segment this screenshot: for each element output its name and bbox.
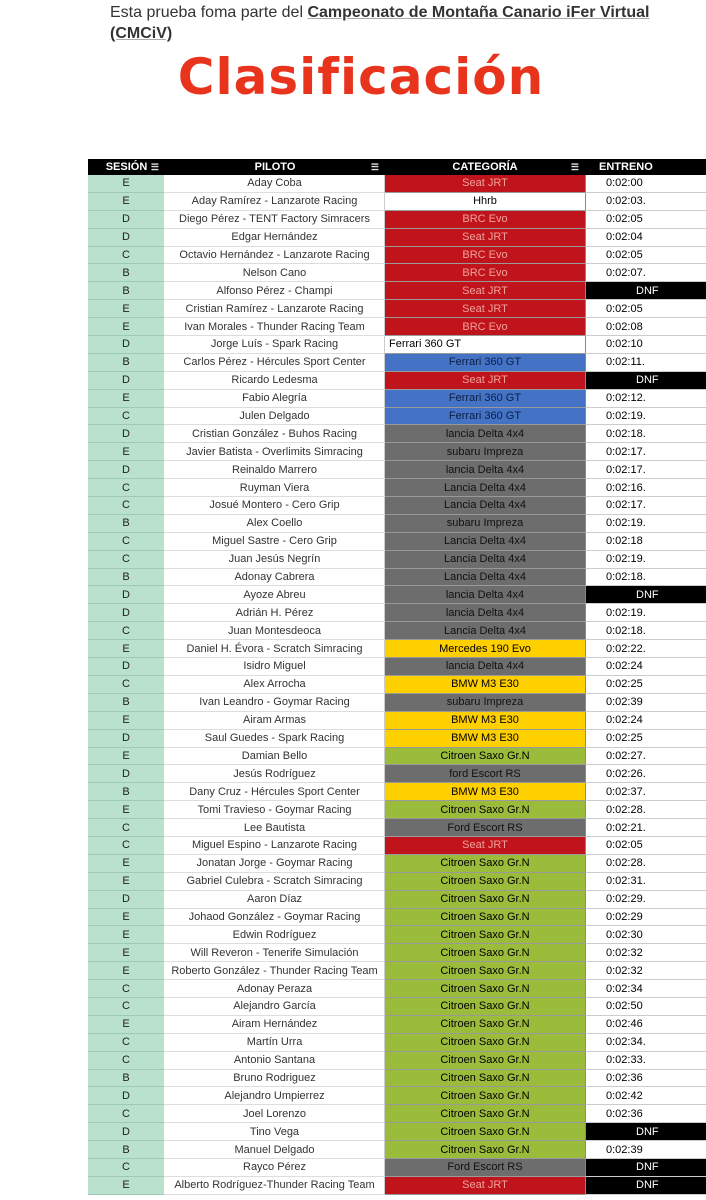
pilot-cell: Antonio Santana bbox=[165, 1052, 385, 1070]
pilot-cell: Carlos Pérez - Hércules Sport Center bbox=[165, 354, 385, 372]
pilot-cell: Jesús Rodríguez bbox=[165, 765, 385, 783]
category-cell: Citroen Saxo Gr.N bbox=[385, 855, 585, 873]
table-row bbox=[88, 909, 706, 927]
session-cell: C bbox=[88, 819, 165, 837]
pilot-cell: Alex Arrocha bbox=[165, 676, 385, 694]
pilot-cell: Edgar Hernández bbox=[165, 229, 385, 247]
session-cell: B bbox=[88, 1141, 165, 1159]
category-cell: BMW M3 E30 bbox=[385, 783, 585, 801]
table-row bbox=[88, 533, 706, 551]
session-cell: C bbox=[88, 998, 165, 1016]
category-cell: Lancia Delta 4x4 bbox=[385, 551, 585, 569]
header-training[interactable]: ENTRENO bbox=[599, 161, 653, 173]
category-cell: lancia Delta 4x4 bbox=[385, 586, 585, 604]
pilot-cell: Alex Coello bbox=[165, 515, 385, 533]
training-time-cell: 0:02:25 bbox=[585, 730, 706, 748]
training-time-cell: 0:02:12. bbox=[585, 390, 706, 408]
pilot-cell: Adonay Cabrera bbox=[165, 569, 385, 587]
pilot-cell: Joel Lorenzo bbox=[165, 1105, 385, 1123]
training-time-cell: DNF bbox=[585, 1177, 706, 1195]
training-time-cell: 0:02:34. bbox=[585, 1034, 706, 1052]
pilot-cell: Ivan Morales - Thunder Racing Team bbox=[165, 318, 385, 336]
session-cell: E bbox=[88, 390, 165, 408]
session-cell: C bbox=[88, 1105, 165, 1123]
training-time-cell: 0:02:00 bbox=[585, 175, 706, 193]
pilot-cell: Aday Ramírez - Lanzarote Racing bbox=[165, 193, 385, 211]
table-row bbox=[88, 1123, 706, 1141]
pilot-cell: Juan Montesdeoca bbox=[165, 622, 385, 640]
table-row bbox=[88, 604, 706, 622]
session-cell: D bbox=[88, 336, 165, 354]
session-cell: E bbox=[88, 443, 165, 461]
session-cell: E bbox=[88, 175, 165, 193]
session-cell: E bbox=[88, 712, 165, 730]
category-cell: Ferrari 360 GT bbox=[385, 336, 585, 354]
session-cell: D bbox=[88, 730, 165, 748]
category-cell: Ferrari 360 GT bbox=[385, 408, 585, 426]
table-row bbox=[88, 676, 706, 694]
table-row bbox=[88, 1016, 706, 1034]
category-cell: Lancia Delta 4x4 bbox=[385, 479, 585, 497]
pilot-cell: Saul Guedes - Spark Racing bbox=[165, 730, 385, 748]
table-row bbox=[88, 1141, 706, 1159]
training-time-cell: 0:02:05 bbox=[585, 247, 706, 265]
session-cell: C bbox=[88, 408, 165, 426]
category-cell: BRC Evo bbox=[385, 264, 585, 282]
category-cell: BMW M3 E30 bbox=[385, 730, 585, 748]
pilot-cell: Alberto Rodríguez-Thunder Racing Team bbox=[165, 1177, 385, 1195]
session-cell: B bbox=[88, 264, 165, 282]
table-row bbox=[88, 748, 706, 766]
table-row bbox=[88, 712, 706, 730]
training-time-cell: 0:02:31. bbox=[585, 873, 706, 891]
session-cell: D bbox=[88, 1087, 165, 1105]
category-cell: lancia Delta 4x4 bbox=[385, 604, 585, 622]
pilot-cell: Ricardo Ledesma bbox=[165, 372, 385, 390]
pilot-cell: Ayoze Abreu bbox=[165, 586, 385, 604]
pilot-cell: Will Reveron - Tenerife Simulación bbox=[165, 944, 385, 962]
table-body bbox=[88, 175, 706, 1195]
training-time-cell: 0:02:11. bbox=[585, 354, 706, 372]
training-time-cell: 0:02:32 bbox=[585, 962, 706, 980]
table-row bbox=[88, 873, 706, 891]
category-cell: Ford Escort RS bbox=[385, 819, 585, 837]
table-row bbox=[88, 1159, 706, 1177]
table-row bbox=[88, 622, 706, 640]
pilot-cell: Nelson Cano bbox=[165, 264, 385, 282]
table-row bbox=[88, 962, 706, 980]
table-row bbox=[88, 318, 706, 336]
pilot-cell: Cristian González - Buhos Racing bbox=[165, 425, 385, 443]
pilot-cell: Airam Armas bbox=[165, 712, 385, 730]
category-cell: Citroen Saxo Gr.N bbox=[385, 1105, 585, 1123]
category-cell: BRC Evo bbox=[385, 211, 585, 229]
session-cell: E bbox=[88, 300, 165, 318]
session-cell: B bbox=[88, 694, 165, 712]
category-cell: Seat JRT bbox=[385, 282, 585, 300]
training-time-cell: 0:02:39 bbox=[585, 1141, 706, 1159]
pilot-cell: Damian Bello bbox=[165, 748, 385, 766]
table-row bbox=[88, 1070, 706, 1088]
category-cell: subaru Impreza bbox=[385, 515, 585, 533]
pilot-cell: Tino Vega bbox=[165, 1123, 385, 1141]
category-cell: Lancia Delta 4x4 bbox=[385, 533, 585, 551]
pilot-cell: Ivan Leandro - Goymar Racing bbox=[165, 694, 385, 712]
category-cell: Citroen Saxo Gr.N bbox=[385, 748, 585, 766]
training-time-cell: 0:02:34 bbox=[585, 980, 706, 998]
category-cell: Seat JRT bbox=[385, 372, 585, 390]
category-cell: Citroen Saxo Gr.N bbox=[385, 1052, 585, 1070]
category-cell: Lancia Delta 4x4 bbox=[385, 497, 585, 515]
training-time-cell: 0:02:36 bbox=[585, 1105, 706, 1123]
training-time-cell: 0:02:08 bbox=[585, 318, 706, 336]
training-time-cell: 0:02:18. bbox=[585, 622, 706, 640]
session-cell: E bbox=[88, 748, 165, 766]
session-cell: E bbox=[88, 318, 165, 336]
session-cell: D bbox=[88, 658, 165, 676]
pilot-cell: Octavio Hernández - Lanzarote Racing bbox=[165, 247, 385, 265]
training-time-cell: 0:02:39 bbox=[585, 694, 706, 712]
table-row bbox=[88, 640, 706, 658]
category-cell: Citroen Saxo Gr.N bbox=[385, 1141, 585, 1159]
table-row bbox=[88, 229, 706, 247]
table-row bbox=[88, 282, 706, 300]
category-cell: BRC Evo bbox=[385, 318, 585, 336]
category-cell: Citroen Saxo Gr.N bbox=[385, 1070, 585, 1088]
training-time-cell: DNF bbox=[585, 372, 706, 390]
table-row bbox=[88, 944, 706, 962]
category-cell: Mercedes 190 Evo bbox=[385, 640, 585, 658]
training-time-cell: 0:02:17. bbox=[585, 497, 706, 515]
session-cell: C bbox=[88, 676, 165, 694]
training-time-cell: DNF bbox=[585, 282, 706, 300]
training-time-cell: 0:02:19. bbox=[585, 604, 706, 622]
training-time-cell: 0:02:50 bbox=[585, 998, 706, 1016]
pilot-cell: Jonatan Jorge - Goymar Racing bbox=[165, 855, 385, 873]
training-time-cell: 0:02:05 bbox=[585, 300, 706, 318]
training-time-cell: DNF bbox=[585, 586, 706, 604]
classification-table bbox=[88, 159, 706, 1195]
session-cell: D bbox=[88, 372, 165, 390]
category-cell: Citroen Saxo Gr.N bbox=[385, 998, 585, 1016]
training-time-cell: DNF bbox=[585, 1123, 706, 1141]
table-row bbox=[88, 801, 706, 819]
training-time-cell: 0:02:26. bbox=[585, 765, 706, 783]
training-time-cell: 0:02:25 bbox=[585, 676, 706, 694]
session-cell: E bbox=[88, 801, 165, 819]
training-time-cell: 0:02:46 bbox=[585, 1016, 706, 1034]
training-time-cell: 0:02:36 bbox=[585, 1070, 706, 1088]
category-cell: Ferrari 360 GT bbox=[385, 354, 585, 372]
pilot-cell: Alejandro García bbox=[165, 998, 385, 1016]
session-cell: C bbox=[88, 497, 165, 515]
session-cell: C bbox=[88, 622, 165, 640]
table-row bbox=[88, 497, 706, 515]
table-row bbox=[88, 926, 706, 944]
session-cell: C bbox=[88, 247, 165, 265]
table-row bbox=[88, 694, 706, 712]
category-cell: Citroen Saxo Gr.N bbox=[385, 1087, 585, 1105]
session-cell: D bbox=[88, 425, 165, 443]
table-row bbox=[88, 980, 706, 998]
pilot-cell: Bruno Rodriguez bbox=[165, 1070, 385, 1088]
category-cell: BRC Evo bbox=[385, 247, 585, 265]
category-cell: Citroen Saxo Gr.N bbox=[385, 909, 585, 927]
table-row bbox=[88, 569, 706, 587]
session-cell: E bbox=[88, 1016, 165, 1034]
pilot-cell: Adonay Peraza bbox=[165, 980, 385, 998]
table-row bbox=[88, 1087, 706, 1105]
training-time-cell: 0:02:07. bbox=[585, 264, 706, 282]
session-cell: E bbox=[88, 962, 165, 980]
header-pilot[interactable]: PILOTO ☰ bbox=[254, 161, 379, 173]
session-cell: E bbox=[88, 193, 165, 211]
session-cell: B bbox=[88, 354, 165, 372]
training-time-cell: 0:02:33. bbox=[585, 1052, 706, 1070]
pilot-cell: Miguel Espino - Lanzarote Racing bbox=[165, 837, 385, 855]
training-time-cell: 0:02:29 bbox=[585, 909, 706, 927]
session-cell: E bbox=[88, 855, 165, 873]
pilot-cell: Julen Delgado bbox=[165, 408, 385, 426]
training-time-cell: 0:02:17. bbox=[585, 443, 706, 461]
category-cell: subaru Impreza bbox=[385, 443, 585, 461]
session-cell: D bbox=[88, 891, 165, 909]
pilot-cell: Miguel Sastre - Cero Grip bbox=[165, 533, 385, 551]
session-cell: B bbox=[88, 282, 165, 300]
training-time-cell: 0:02:10 bbox=[585, 336, 706, 354]
category-cell: Hhrb bbox=[385, 193, 585, 211]
category-cell: BMW M3 E30 bbox=[385, 712, 585, 730]
pilot-cell: Dany Cruz - Hércules Sport Center bbox=[165, 783, 385, 801]
table-row bbox=[88, 515, 706, 533]
training-time-cell: 0:02:17. bbox=[585, 461, 706, 479]
pilot-cell: Rayco Pérez bbox=[165, 1159, 385, 1177]
session-cell: D bbox=[88, 461, 165, 479]
pilot-cell: Adrián H. Pérez bbox=[165, 604, 385, 622]
session-cell: E bbox=[88, 640, 165, 658]
header-session[interactable]: SESIÓN ☰ bbox=[105, 161, 159, 173]
category-cell: Citroen Saxo Gr.N bbox=[385, 891, 585, 909]
pilot-cell: Roberto González - Thunder Racing Team bbox=[165, 962, 385, 980]
table-row bbox=[88, 336, 706, 354]
championship-link[interactable]: Campeonato de Montaña Canario iFer Virtual (CMCiV) bbox=[110, 4, 650, 42]
training-time-cell: 0:02:19. bbox=[585, 515, 706, 533]
category-cell: Seat JRT bbox=[385, 837, 585, 855]
category-cell: Seat JRT bbox=[385, 300, 585, 318]
category-cell: lancia Delta 4x4 bbox=[385, 658, 585, 676]
category-cell: Lancia Delta 4x4 bbox=[385, 569, 585, 587]
session-cell: B bbox=[88, 569, 165, 587]
pilot-cell: Jorge Luís - Spark Racing bbox=[165, 336, 385, 354]
training-time-cell: 0:02:30 bbox=[585, 926, 706, 944]
training-time-cell: 0:02:18. bbox=[585, 569, 706, 587]
training-time-cell: 0:02:05 bbox=[585, 837, 706, 855]
session-cell: E bbox=[88, 909, 165, 927]
pilot-cell: Alejandro Umpierrez bbox=[165, 1087, 385, 1105]
session-cell: C bbox=[88, 533, 165, 551]
table-row bbox=[88, 586, 706, 604]
training-time-cell: DNF bbox=[585, 1159, 706, 1177]
pilot-cell: Isidro Miguel bbox=[165, 658, 385, 676]
category-cell: ford Escort RS bbox=[385, 765, 585, 783]
session-cell: C bbox=[88, 980, 165, 998]
category-cell: Lancia Delta 4x4 bbox=[385, 622, 585, 640]
table-row bbox=[88, 891, 706, 909]
training-time-cell: 0:02:29. bbox=[585, 891, 706, 909]
session-cell: D bbox=[88, 765, 165, 783]
table-row bbox=[88, 730, 706, 748]
pilot-cell: Alfonso Pérez - Champi bbox=[165, 282, 385, 300]
pilot-cell: Martín Urra bbox=[165, 1034, 385, 1052]
pilot-cell: Gabriel Culebra - Scratch Simracing bbox=[165, 873, 385, 891]
session-cell: C bbox=[88, 1034, 165, 1052]
session-cell: B bbox=[88, 783, 165, 801]
session-cell: C bbox=[88, 1159, 165, 1177]
table-row bbox=[88, 264, 706, 282]
table-row bbox=[88, 1034, 706, 1052]
session-cell: D bbox=[88, 586, 165, 604]
category-cell: subaru Impreza bbox=[385, 694, 585, 712]
session-cell: D bbox=[88, 229, 165, 247]
training-time-cell: 0:02:27. bbox=[585, 748, 706, 766]
category-cell: Ford Escort RS bbox=[385, 1159, 585, 1177]
table-row bbox=[88, 551, 706, 569]
pilot-cell: Aday Coba bbox=[165, 175, 385, 193]
session-cell: C bbox=[88, 837, 165, 855]
training-time-cell: 0:02:21. bbox=[585, 819, 706, 837]
table-row bbox=[88, 479, 706, 497]
intro-prefix: Esta prueba foma parte del bbox=[110, 4, 308, 21]
pilot-cell: Reinaldo Marrero bbox=[165, 461, 385, 479]
table-row bbox=[88, 783, 706, 801]
training-time-cell: 0:02:16. bbox=[585, 479, 706, 497]
training-time-cell: 0:02:28. bbox=[585, 855, 706, 873]
category-cell: Citroen Saxo Gr.N bbox=[385, 1016, 585, 1034]
pilot-cell: Lee Bautista bbox=[165, 819, 385, 837]
pilot-cell: Edwin Rodríguez bbox=[165, 926, 385, 944]
session-cell: D bbox=[88, 211, 165, 229]
pilot-cell: Fabio Alegría bbox=[165, 390, 385, 408]
filter-icon[interactable]: ☰ bbox=[370, 162, 379, 172]
page-title: Clasificación bbox=[177, 48, 545, 106]
category-cell: Seat JRT bbox=[385, 229, 585, 247]
session-cell: E bbox=[88, 926, 165, 944]
category-cell: Citroen Saxo Gr.N bbox=[385, 962, 585, 980]
training-time-cell: 0:02:22. bbox=[585, 640, 706, 658]
filter-icon[interactable]: ☰ bbox=[150, 162, 159, 172]
table-row bbox=[88, 658, 706, 676]
session-cell: B bbox=[88, 1070, 165, 1088]
table-row bbox=[88, 819, 706, 837]
session-cell: C bbox=[88, 551, 165, 569]
table-row bbox=[88, 1177, 706, 1195]
table-row bbox=[88, 443, 706, 461]
training-time-cell: 0:02:04 bbox=[585, 229, 706, 247]
session-cell: D bbox=[88, 604, 165, 622]
pilot-cell: Airam Hernández bbox=[165, 1016, 385, 1034]
category-cell: Citroen Saxo Gr.N bbox=[385, 926, 585, 944]
pilot-cell: Tomi Travieso - Goymar Racing bbox=[165, 801, 385, 819]
filter-icon[interactable]: ☰ bbox=[570, 162, 579, 172]
pilot-cell: Diego Pérez - TENT Factory Simracers bbox=[165, 211, 385, 229]
table-row bbox=[88, 855, 706, 873]
training-time-cell: 0:02:03. bbox=[585, 193, 706, 211]
session-cell: E bbox=[88, 944, 165, 962]
pilot-cell: Manuel Delgado bbox=[165, 1141, 385, 1159]
pilot-cell: Cristian Ramírez - Lanzarote Racing bbox=[165, 300, 385, 318]
training-time-cell: 0:02:24 bbox=[585, 712, 706, 730]
header-category[interactable]: CATEGORÍA ☰ bbox=[452, 161, 579, 173]
category-cell: lancia Delta 4x4 bbox=[385, 425, 585, 443]
category-cell: BMW M3 E30 bbox=[385, 676, 585, 694]
table-row bbox=[88, 354, 706, 372]
training-time-cell: 0:02:32 bbox=[585, 944, 706, 962]
pilot-cell: Josué Montero - Cero Grip bbox=[165, 497, 385, 515]
category-cell: Citroen Saxo Gr.N bbox=[385, 801, 585, 819]
table-row bbox=[88, 425, 706, 443]
table-row bbox=[88, 408, 706, 426]
category-cell: Citroen Saxo Gr.N bbox=[385, 1123, 585, 1141]
session-cell: E bbox=[88, 1177, 165, 1195]
pilot-cell: Daniel H. Évora - Scratch Simracing bbox=[165, 640, 385, 658]
training-time-cell: 0:02:42 bbox=[585, 1087, 706, 1105]
session-cell: E bbox=[88, 873, 165, 891]
category-cell: Citroen Saxo Gr.N bbox=[385, 873, 585, 891]
table-row bbox=[88, 247, 706, 265]
category-cell: Seat JRT bbox=[385, 1177, 585, 1195]
table-row bbox=[88, 1052, 706, 1070]
table-row bbox=[88, 193, 706, 211]
table-row bbox=[88, 300, 706, 318]
training-time-cell: 0:02:19. bbox=[585, 551, 706, 569]
pilot-cell: Aaron Díaz bbox=[165, 891, 385, 909]
category-cell: Citroen Saxo Gr.N bbox=[385, 944, 585, 962]
training-time-cell: 0:02:24 bbox=[585, 658, 706, 676]
category-cell: Citroen Saxo Gr.N bbox=[385, 980, 585, 998]
table-row bbox=[88, 1105, 706, 1123]
table-row bbox=[88, 765, 706, 783]
training-time-cell: 0:02:18 bbox=[585, 533, 706, 551]
intro-text bbox=[110, 2, 650, 44]
table-row bbox=[88, 461, 706, 479]
table-row bbox=[88, 390, 706, 408]
table-row bbox=[88, 998, 706, 1016]
table-header bbox=[88, 159, 706, 175]
category-cell: Ferrari 360 GT bbox=[385, 390, 585, 408]
table-row bbox=[88, 837, 706, 855]
category-cell: lancia Delta 4x4 bbox=[385, 461, 585, 479]
category-cell: Citroen Saxo Gr.N bbox=[385, 1034, 585, 1052]
pilot-cell: Juan Jesús Negrín bbox=[165, 551, 385, 569]
training-time-cell: 0:02:37. bbox=[585, 783, 706, 801]
session-cell: C bbox=[88, 479, 165, 497]
training-time-cell: 0:02:05 bbox=[585, 211, 706, 229]
pilot-cell: Javier Batista - Overlimits Simracing bbox=[165, 443, 385, 461]
table-row bbox=[88, 211, 706, 229]
session-cell: D bbox=[88, 1123, 165, 1141]
table-row bbox=[88, 175, 706, 193]
training-time-cell: 0:02:28. bbox=[585, 801, 706, 819]
training-time-cell: 0:02:19. bbox=[585, 408, 706, 426]
pilot-cell: Ruyman Viera bbox=[165, 479, 385, 497]
session-cell: B bbox=[88, 515, 165, 533]
training-time-cell: 0:02:18. bbox=[585, 425, 706, 443]
session-cell: C bbox=[88, 1052, 165, 1070]
table-row bbox=[88, 372, 706, 390]
pilot-cell: Johaod González - Goymar Racing bbox=[165, 909, 385, 927]
category-cell: Seat JRT bbox=[385, 175, 585, 193]
